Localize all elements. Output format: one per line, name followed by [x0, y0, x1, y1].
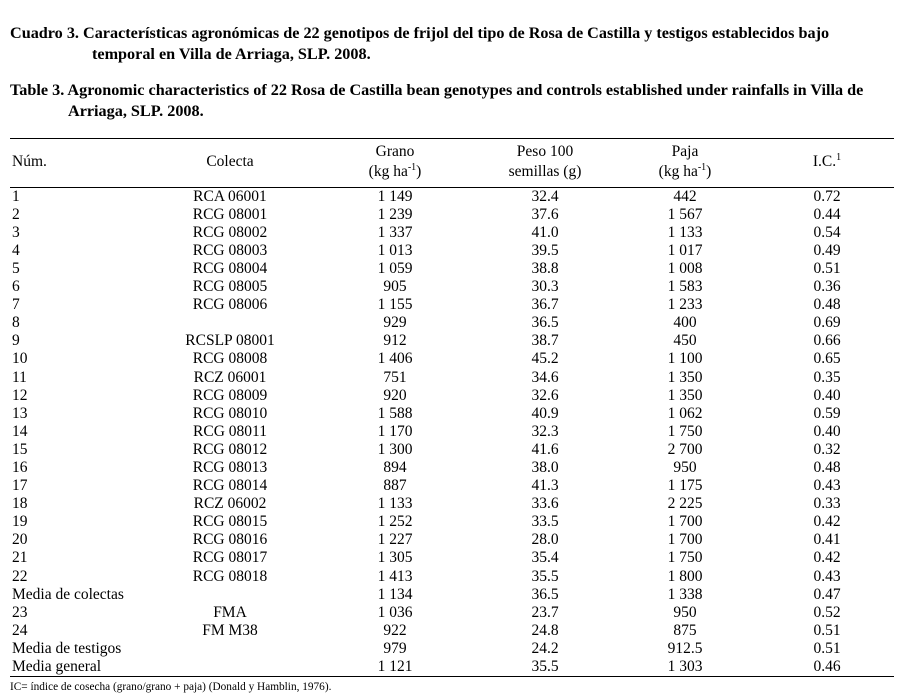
- cell-peso: 24.2: [531, 639, 559, 657]
- header-paja-unit-exponent: -1: [697, 161, 707, 173]
- cell-paja: 2 225: [667, 495, 703, 513]
- cell-grano: 912: [383, 332, 407, 350]
- table-row: [10, 314, 894, 332]
- cell-paja: 950: [673, 458, 697, 476]
- cell-num: 5: [12, 259, 20, 277]
- table-row: [10, 604, 894, 622]
- cell-grano: 1 588: [377, 404, 413, 422]
- cell-ic: 0.65: [813, 350, 841, 368]
- cell-paja: 1 750: [667, 422, 703, 440]
- cell-peso: 39.5: [531, 241, 559, 259]
- cell-num: 14: [12, 422, 28, 440]
- cell-num: 4: [12, 241, 20, 259]
- cell-num: 8: [12, 314, 20, 332]
- cell-grano: 1 149: [377, 187, 413, 205]
- table-row: [10, 224, 894, 242]
- table-row: [10, 260, 894, 278]
- cell-peso: 35.5: [531, 567, 559, 585]
- cell-ic: 0.69: [813, 314, 841, 332]
- header-row: [10, 138, 894, 187]
- cell-ic: 0.54: [813, 223, 841, 241]
- cell-num: 12: [12, 386, 28, 404]
- cell-num: 6: [12, 278, 20, 296]
- cell-grano: 1 300: [377, 440, 413, 458]
- cell-grano: 1 121: [377, 658, 413, 675]
- cell-peso: 24.8: [531, 621, 559, 639]
- cell-ic: 0.36: [813, 278, 841, 296]
- cell-paja: 1 567: [667, 205, 703, 223]
- cell-ic: 0.43: [813, 477, 841, 495]
- cell-ic: 0.35: [813, 368, 841, 386]
- table-row: [10, 586, 894, 604]
- cell-ic: 0.46: [813, 658, 841, 675]
- cell-colecta: [150, 314, 310, 332]
- cell-grano: 922: [383, 621, 407, 639]
- cell-paja: 1 583: [667, 278, 703, 296]
- cell-grano: 894: [383, 458, 407, 476]
- cell-colecta: RCG 08004: [192, 259, 268, 277]
- table-body: [10, 187, 894, 677]
- cell-peso: 32.3: [531, 422, 559, 440]
- cell-colecta: RCZ 06001: [193, 368, 267, 386]
- cell-paja: 1 008: [667, 259, 703, 277]
- table-row: [10, 495, 894, 513]
- cell-peso: 37.6: [531, 205, 559, 223]
- cell-num: 20: [12, 531, 28, 549]
- cell-ic: 0.42: [813, 549, 841, 567]
- table-row: [10, 477, 894, 495]
- cell-num: 13: [12, 404, 28, 422]
- cell-peso: 23.7: [531, 603, 559, 621]
- cell-colecta: RCG 08017: [192, 549, 268, 567]
- cell-paja: 875: [673, 621, 697, 639]
- table-row: [10, 640, 894, 658]
- cell-num: 10: [12, 350, 28, 368]
- cell-peso: 35.5: [531, 658, 559, 675]
- cell-ic: 0.51: [813, 639, 841, 657]
- cell-ic: 0.48: [813, 296, 841, 314]
- cell-paja: 1 350: [667, 386, 703, 404]
- cell-ic: 0.48: [813, 458, 841, 476]
- cell-num: Media general: [12, 658, 102, 675]
- cell-colecta: RCG 08013: [192, 458, 268, 476]
- cell-colecta: RCG 08009: [192, 386, 268, 404]
- cell-peso: 34.6: [531, 368, 559, 386]
- header-num: Núm.: [10, 138, 150, 187]
- cell-paja: 1 750: [667, 549, 703, 567]
- cell-peso: 33.6: [531, 495, 559, 513]
- table-row: [10, 369, 894, 387]
- table-row: [10, 441, 894, 459]
- cell-colecta: RCG 08014: [192, 477, 268, 495]
- header-grano-unit-suffix: ): [416, 162, 422, 180]
- cell-grano: 1 170: [377, 422, 413, 440]
- cell-paja: 2 700: [667, 440, 703, 458]
- cell-paja: 1 175: [667, 477, 703, 495]
- cell-grano: 751: [383, 368, 407, 386]
- cell-ic: 0.41: [813, 531, 841, 549]
- cell-ic: 0.42: [813, 513, 841, 531]
- cell-grano: 1 155: [377, 296, 413, 314]
- cell-ic: 0.59: [813, 404, 841, 422]
- cell-num: 23: [12, 603, 28, 621]
- cell-ic: 0.52: [813, 603, 841, 621]
- cell-colecta: RCG 08006: [192, 296, 268, 314]
- cell-num: Media de testigos: [12, 639, 122, 657]
- cell-peso: 36.5: [531, 585, 559, 603]
- header-grano-unit-exponent: -1: [407, 161, 417, 173]
- cell-num: 17: [12, 477, 28, 495]
- header-paja-label: Paja: [671, 142, 699, 160]
- cell-peso: 32.6: [531, 386, 559, 404]
- table-row: [10, 387, 894, 405]
- table-row: [10, 278, 894, 296]
- cell-peso: 35.4: [531, 549, 559, 567]
- cell-colecta: RCG 08002: [192, 223, 268, 241]
- cell-num: 22: [12, 567, 28, 585]
- cell-grano: 1 337: [377, 223, 413, 241]
- cell-paja: 1 350: [667, 368, 703, 386]
- cell-paja: 1 133: [667, 223, 703, 241]
- cell-grano: 1 227: [377, 531, 413, 549]
- cell-peso: 38.7: [531, 332, 559, 350]
- cell-colecta: RCSLP 08001: [185, 332, 275, 350]
- cell-paja: 1 100: [667, 350, 703, 368]
- cell-num: 3: [12, 223, 20, 241]
- title-spanish: Cuadro 3. Características agronómicas de 22 genotipos de frijol del tipo de Rosa de Castilla y testigos establecidos bajo temporal en Villa de Arriaga, SLP. 2008.: [10, 24, 830, 63]
- cell-num: 1: [12, 187, 20, 205]
- table-row: [10, 531, 894, 549]
- cell-paja: 400: [673, 314, 697, 332]
- cell-colecta: RCG 08010: [192, 404, 268, 422]
- cell-paja: 950: [673, 603, 697, 621]
- header-peso-line1: Peso 100: [516, 142, 574, 160]
- cell-paja: 1 700: [667, 513, 703, 531]
- cell-grano: 1 413: [377, 567, 413, 585]
- cell-grano: 979: [383, 639, 407, 657]
- table-row: [10, 206, 894, 224]
- table-row: [10, 350, 894, 368]
- cell-paja: 1 338: [667, 585, 703, 603]
- table-row: [10, 296, 894, 314]
- cell-peso: 45.2: [531, 350, 559, 368]
- header-paja-unit-suffix: ): [706, 162, 712, 180]
- cell-peso: 38.0: [531, 458, 559, 476]
- cell-peso: 28.0: [531, 531, 559, 549]
- cell-num: 7: [12, 296, 20, 314]
- cell-num: 11: [12, 368, 27, 386]
- cell-num: 9: [12, 332, 20, 350]
- cell-grano: 1 134: [377, 585, 413, 603]
- cell-ic: 0.44: [813, 205, 841, 223]
- cell-ic: 0.40: [813, 422, 841, 440]
- cell-ic: 0.72: [813, 187, 841, 205]
- cell-colecta: FMA: [213, 603, 247, 621]
- cell-paja: 442: [673, 187, 697, 205]
- header-paja-unit-prefix: (kg ha: [658, 162, 698, 180]
- cell-num: 19: [12, 513, 28, 531]
- cell-ic: 0.32: [813, 440, 841, 458]
- cell-grano: 1 059: [377, 259, 413, 277]
- header-peso-line2: semillas (g): [508, 162, 582, 180]
- agronomic-characteristics-table: [10, 138, 894, 678]
- header-paja-unit: [659, 163, 712, 180]
- table-row: [10, 513, 894, 531]
- table-row: [10, 549, 894, 567]
- cell-ic: 0.40: [813, 386, 841, 404]
- header-paja: [610, 138, 760, 187]
- cell-grano: 1 013: [377, 241, 413, 259]
- table-row: [10, 568, 894, 586]
- cell-paja: 1 303: [667, 658, 703, 675]
- cell-peso: 36.7: [531, 296, 559, 314]
- cell-colecta: RCG 08003: [192, 241, 268, 259]
- cell-colecta: RCG 08008: [192, 350, 268, 368]
- cell-ic: 0.47: [813, 585, 841, 603]
- cell-colecta: FM M38: [202, 621, 258, 639]
- cell-colecta: RCG 08018: [192, 567, 268, 585]
- cell-peso: 33.5: [531, 513, 559, 531]
- footnote: IC= índice de cosecha (grano/grano + paja) (Donald y Hamblin, 1976).: [10, 681, 332, 694]
- cell-colecta: RCG 08016: [192, 531, 268, 549]
- cell-grano: 1 133: [377, 495, 413, 513]
- cell-colecta: RCG 08012: [192, 440, 268, 458]
- cell-peso: 41.0: [531, 223, 559, 241]
- cell-grano: 929: [383, 314, 407, 332]
- table-row: [10, 405, 894, 423]
- cell-ic: 0.51: [813, 621, 841, 639]
- table-row: [10, 187, 894, 206]
- cell-ic: 0.66: [813, 332, 841, 350]
- header-ic-footnote-marker: 1: [836, 151, 842, 163]
- table-row: [10, 459, 894, 477]
- cell-num: 18: [12, 495, 28, 513]
- header-peso: [480, 138, 610, 187]
- cell-paja: 1 800: [667, 567, 703, 585]
- header-colecta: Colecta: [150, 138, 310, 187]
- cell-grano: 920: [383, 386, 407, 404]
- cell-colecta: RCG 08005: [192, 278, 268, 296]
- cell-ic: 0.51: [813, 259, 841, 277]
- cell-paja: 450: [673, 332, 697, 350]
- cell-peso: 30.3: [531, 278, 559, 296]
- cell-paja: 1 700: [667, 531, 703, 549]
- table-row: [10, 423, 894, 441]
- cell-peso: 40.9: [531, 404, 559, 422]
- cell-num: Media de colectas: [12, 585, 124, 603]
- header-grano-unit-prefix: (kg ha: [368, 162, 408, 180]
- header-grano: [310, 138, 480, 187]
- cell-colecta: RCG 08001: [192, 205, 268, 223]
- cell-grano: 1 036: [377, 603, 413, 621]
- header-ic: [760, 138, 894, 187]
- cell-num: 15: [12, 440, 28, 458]
- cell-num: 16: [12, 458, 28, 476]
- cell-num: 2: [12, 205, 20, 223]
- cell-paja: 912.5: [667, 639, 703, 657]
- cell-colecta: RCG 08015: [192, 513, 268, 531]
- cell-grano: 1 239: [377, 205, 413, 223]
- cell-ic: 0.49: [813, 241, 841, 259]
- header-ic-label: I.C.: [812, 152, 837, 170]
- cell-paja: 1 233: [667, 296, 703, 314]
- header-grano-unit: [369, 163, 422, 180]
- table-row: [10, 622, 894, 640]
- title-english: Table 3. Agronomic characteristics of 22 Rosa de Castilla bean genotypes and controls established under rainfalls in Villa de Arriaga, SLP. 2008.: [10, 81, 864, 120]
- cell-grano: 887: [383, 477, 407, 495]
- header-grano-label: Grano: [375, 142, 415, 160]
- cell-grano: 905: [383, 278, 407, 296]
- table-row: [10, 332, 894, 350]
- table-header: [10, 138, 894, 187]
- cell-peso: 38.8: [531, 259, 559, 277]
- cell-grano: 1 305: [377, 549, 413, 567]
- cell-paja: 1 062: [667, 404, 703, 422]
- cell-num: 24: [12, 621, 28, 639]
- cell-colecta: RCA 06001: [193, 187, 267, 205]
- cell-ic: 0.33: [813, 495, 841, 513]
- cell-num: 21: [12, 549, 28, 567]
- cell-peso: 32.4: [531, 187, 559, 205]
- cell-grano: 1 406: [377, 350, 413, 368]
- cell-peso: 41.6: [531, 440, 559, 458]
- cell-paja: 1 017: [667, 241, 703, 259]
- table-row: [10, 242, 894, 260]
- cell-colecta: RCG 08011: [193, 422, 267, 440]
- table-row: [10, 658, 894, 677]
- cell-colecta: RCZ 06002: [193, 495, 267, 513]
- cell-peso: 41.3: [531, 477, 559, 495]
- cell-peso: 36.5: [531, 314, 559, 332]
- cell-ic: 0.43: [813, 567, 841, 585]
- cell-grano: 1 252: [377, 513, 413, 531]
